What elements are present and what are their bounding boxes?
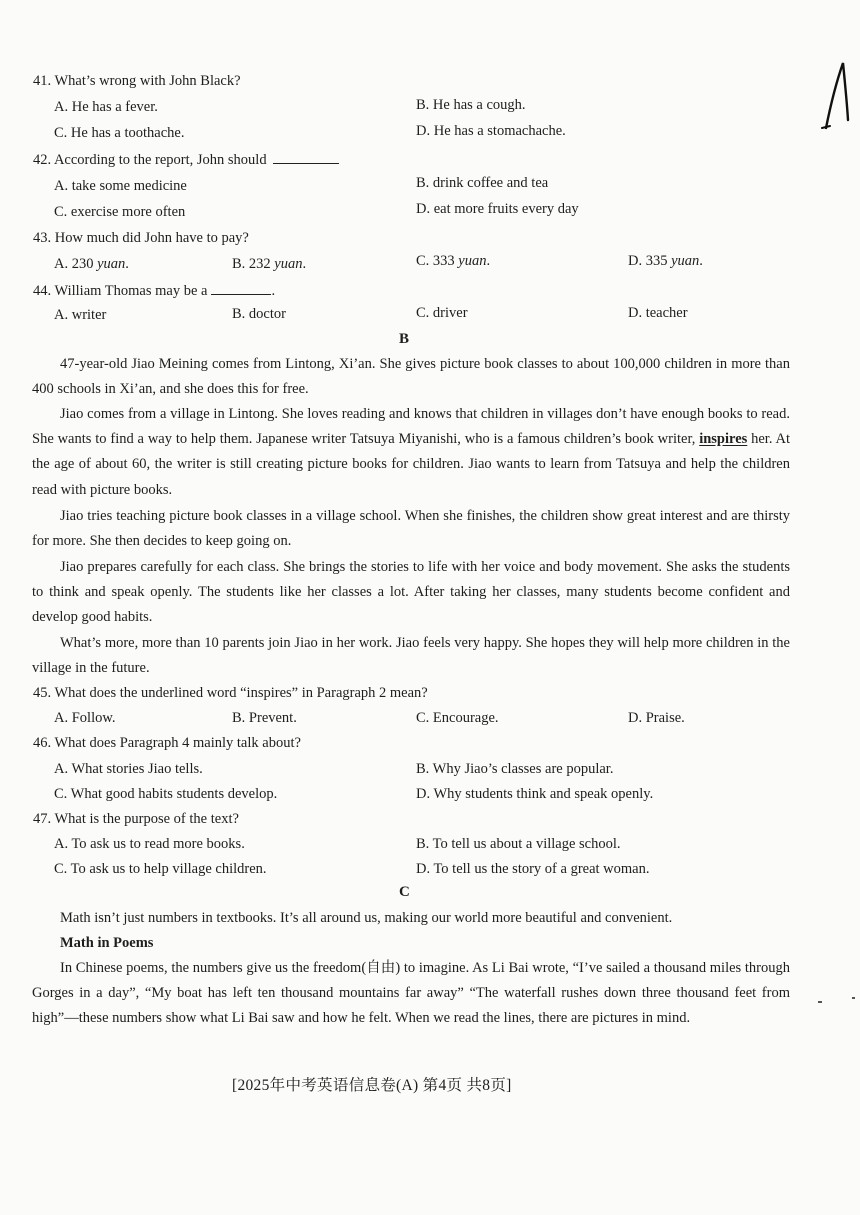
passage-b-paragraph-3: Jiao tries teaching picture book classes in a village school. When she finishes, the children show great interest and are thirsty for more. She then decides to keep going on. <box>32 508 790 550</box>
option-46d: D. Why students think and speak openly. <box>416 786 654 802</box>
question-42 <box>33 151 339 169</box>
option-43b-value: B. 232 <box>232 256 275 272</box>
unit-yuan: yuan <box>671 253 700 269</box>
handwritten-a-mark <box>812 58 852 138</box>
question-44 <box>33 282 275 300</box>
option-43a-value: A. 230 <box>54 256 98 272</box>
passage-b-paragraph-5: What’s more, more than 10 parents join Jiao in her work. Jiao feels very happy. She hopes they will help more children in the village in the future. <box>32 635 790 677</box>
option-41b: B. He has a cough. <box>416 97 526 113</box>
section-c-label: C <box>399 884 410 900</box>
option-46b: B. Why Jiao’s classes are popular. <box>416 761 614 777</box>
underlined-word-inspires: inspires <box>699 431 748 448</box>
passage-b-paragraph-1: 47-year-old Jiao Meining comes from Lintong, Xi’an. She gives picture book classes to about 100,000 children in more than 400 schools in Xi’an, and she does this for free. <box>32 356 790 398</box>
question-46: 46. What does Paragraph 4 mainly talk about? <box>33 735 301 751</box>
question-44-end: . <box>271 283 276 299</box>
option-43c-value: C. 333 <box>416 253 459 269</box>
option-47d: D. To tell us the story of a great woman. <box>416 861 650 877</box>
option-42c: C. exercise more often <box>54 204 186 220</box>
option-43d-value: D. 335 <box>628 253 672 269</box>
passage-b-paragraph-4: Jiao prepares carefully for each class. She brings the stories to life with her voice and body movement. She asks the students to think and speak openly. The students like her classes a lot. After taking her classes, many students become confident and develop good habits. <box>32 559 790 626</box>
option-43d <box>628 253 703 270</box>
option-46a: A. What stories Jiao tells. <box>54 761 203 777</box>
question-42-stem: 42. According to the report, John should <box>33 152 267 168</box>
option-47b: B. To tell us about a village school. <box>416 836 621 852</box>
answer-blank <box>211 282 271 295</box>
scan-speck <box>852 997 855 999</box>
answer-blank <box>273 151 339 164</box>
question-44-stem: 44. William Thomas may be a <box>33 283 208 299</box>
question-41: 41. What’s wrong with John Black? <box>33 73 241 89</box>
option-41d: D. He has a stomachache. <box>416 123 566 139</box>
scan-speck <box>818 1001 822 1003</box>
option-45c: C. Encourage. <box>416 710 499 726</box>
option-45a: A. Follow. <box>54 710 116 726</box>
passage-b-paragraph-2 <box>32 402 790 503</box>
option-45d: D. Praise. <box>628 710 685 726</box>
passage-c-heading: Math in Poems <box>60 935 154 951</box>
question-45: 45. What does the underlined word “inspires” in Paragraph 2 mean? <box>33 685 428 701</box>
passage-c-intro: Math isn’t just numbers in textbooks. It’s all around us, making our world more beautiful and convenient. <box>60 910 673 926</box>
option-end: . <box>486 253 491 269</box>
option-43c <box>416 253 490 270</box>
option-43a <box>54 256 129 273</box>
section-b-label: B <box>399 331 410 347</box>
question-47: 47. What is the purpose of the text? <box>33 811 239 827</box>
option-43b <box>232 256 306 273</box>
paragraph-2-text: Jiao comes from a village in Lintong. She loves reading and knows that children in villages don’t have enough books to read. She wants to find a way to help them. Japanese writer Tatsuya Miyanishi, who is a famous children’s book writer, <box>32 406 790 448</box>
option-41a: A. He has a fever. <box>54 99 158 115</box>
option-44d: D. teacher <box>628 305 688 321</box>
unit-yuan: yuan <box>458 253 487 269</box>
passage-c-paragraph-1: In Chinese poems, the numbers give us the freedom(自由) to imagine. As Li Bai wrote, “I’ve sailed a thousand miles through Gorges in a day”, “My boat has left ten thousand mountains far away” “The waterfall rushes down three thousand feet from high”—these numbers show what Li Bai saw and how he felt. When we read the lines, there are pictures in mind. <box>32 960 790 1027</box>
paragraph-2-text-end: her. At the age of about 60, the writer is still creating picture books for children. Jiao wants to learn from Tatsuya and help the children read with picture books. <box>32 431 790 498</box>
option-47c: C. To ask us to help village children. <box>54 861 267 877</box>
option-47a: A. To ask us to read more books. <box>54 836 245 852</box>
option-41c: C. He has a toothache. <box>54 125 185 141</box>
option-45b: B. Prevent. <box>232 710 297 726</box>
unit-yuan: yuan <box>274 256 303 272</box>
option-44c: C. driver <box>416 305 468 321</box>
option-end: . <box>125 256 129 272</box>
unit-yuan: yuan <box>97 256 126 272</box>
question-43: 43. How much did John have to pay? <box>33 230 249 246</box>
option-end: . <box>699 253 703 269</box>
option-44a: A. writer <box>54 307 107 323</box>
option-end: . <box>302 256 307 272</box>
option-42d: D. eat more fruits every day <box>416 201 579 217</box>
page-footer: [2025年中考英语信息卷(A) 第4页 共8页] <box>232 1077 512 1094</box>
option-44b: B. doctor <box>232 306 286 322</box>
option-46c: C. What good habits students develop. <box>54 786 278 802</box>
option-42b: B. drink coffee and tea <box>416 175 549 191</box>
option-42a: A. take some medicine <box>54 178 187 194</box>
